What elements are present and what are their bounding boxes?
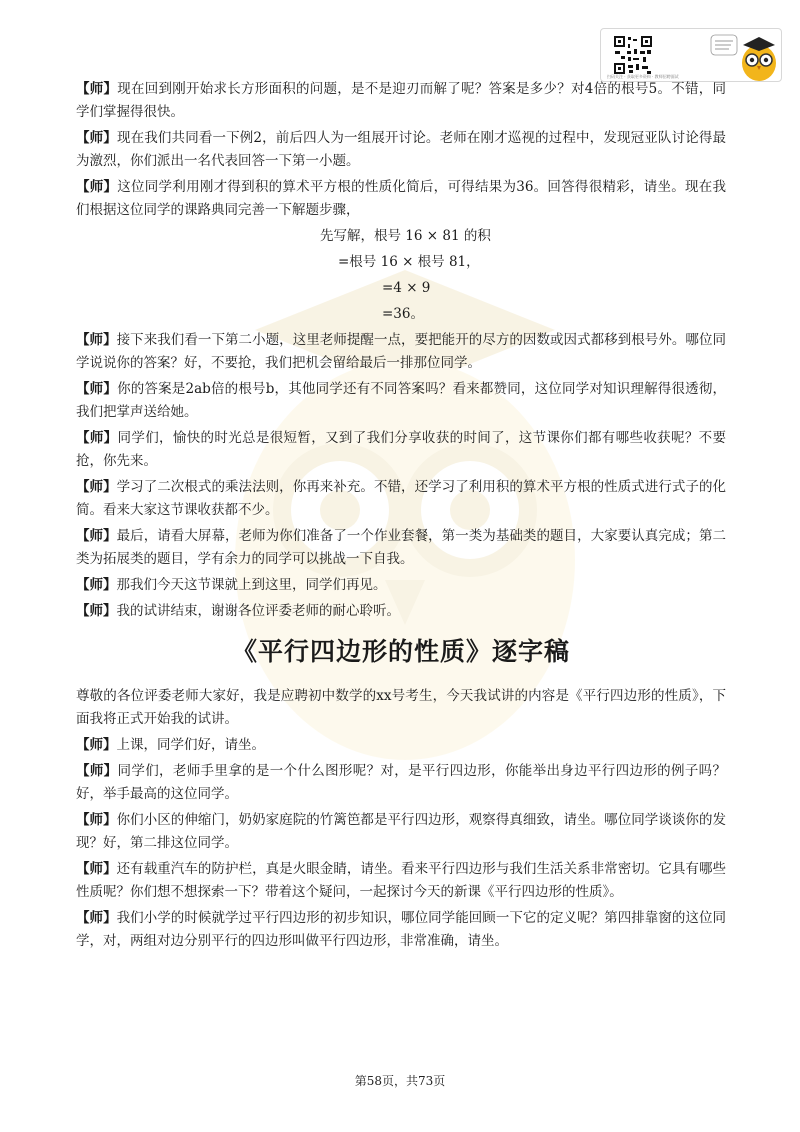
qr-caption: 扫码关注 · 获取更多资料 · 教师招聘面试 bbox=[607, 74, 679, 79]
header-logo bbox=[600, 28, 782, 82]
paragraph-text: 同学们，老师手里拿的是一个什么图形呢？对，是平行四边形，你能举出身边平行四边形的例子吗？好，举手最高的这位同学。 bbox=[76, 763, 727, 802]
paragraph-text: 现在回到刚开始求长方形面积的问题，是不是迎刃而解了呢？答案是多少？对4倍的根号5。不错，同学们掌握得很快。 bbox=[76, 81, 727, 120]
equation-line: =根号 16 × 根号 81， bbox=[338, 254, 480, 270]
section-title: 《平行四边形的性质》逐字稿 bbox=[231, 637, 570, 666]
speaker-tag: 【师】 bbox=[76, 381, 118, 397]
speaker-tag: 【师】 bbox=[76, 812, 117, 828]
speaker-tag: 【师】 bbox=[76, 603, 117, 619]
dialogue-paragraph bbox=[76, 734, 726, 757]
solution-steps bbox=[76, 225, 726, 326]
paragraph-text: 现在我们共同看一下例2，前后四人为一组展开讨论。老师在刚才巡视的过程中，发现冠亚队讨论得最为激烈，你们派出一名代表回答一下第一小题。 bbox=[76, 130, 727, 169]
dialogue-paragraph bbox=[76, 907, 726, 953]
speaker-tag: 【师】 bbox=[76, 577, 117, 593]
speaker-tag: 【师】 bbox=[76, 179, 118, 195]
mascot-owl-icon bbox=[709, 31, 779, 81]
equation-line: 先写解，根号 16 × 81 的积 bbox=[320, 228, 491, 244]
speaker-tag: 【师】 bbox=[76, 81, 118, 97]
paragraph-text: 你们小区的伸缩门，奶奶家庭院的竹篱笆都是平行四边形，观察得真细致，请坐。哪位同学谈谈你的发现？好，第二排这位同学。 bbox=[76, 812, 727, 851]
paragraph-text: 最后，请看大屏幕，老师为你们准备了一个作业套餐，第一类为基础类的题目，大家要认真完成；第二类为拓展类的题目，学有余力的同学可以挑战一下自我。 bbox=[76, 528, 727, 567]
qr-code-icon bbox=[613, 35, 653, 75]
paragraph-text: 上课，同学们好，请坐。 bbox=[116, 737, 265, 753]
speaker-tag: 【师】 bbox=[76, 130, 117, 146]
dialogue-block-mid bbox=[76, 329, 726, 623]
dialogue-paragraph bbox=[76, 600, 726, 623]
document-body bbox=[76, 78, 726, 956]
paragraph-text: 同学们，愉快的时光总是很短暂，又到了我们分享收获的时间了，这节课你们都有哪些收获呢？不要抢，你先来。 bbox=[76, 430, 727, 469]
speaker-tag: 【师】 bbox=[76, 332, 117, 348]
dialogue-paragraph bbox=[76, 78, 726, 124]
dialogue-paragraph bbox=[76, 329, 726, 375]
paragraph-text: 你的答案是2ab倍的根号b，其他同学还有不同答案吗？看来都赞同，这位同学对知识理解得很透彻，我们把掌声送给她。 bbox=[76, 381, 727, 420]
dialogue-paragraph bbox=[76, 760, 726, 806]
speaker-tag: 【师】 bbox=[76, 479, 117, 495]
dialogue-paragraph bbox=[76, 574, 726, 597]
intro-paragraph: 尊敬的各位评委老师大家好，我是应聘初中数学的xx号考生，今天我试讲的内容是《平行四边形的性质》，下面我将正式开始我的试讲。 bbox=[76, 688, 726, 727]
speaker-tag: 【师】 bbox=[76, 763, 118, 779]
equation-line: =36。 bbox=[382, 306, 424, 322]
speaker-tag: 【师】 bbox=[76, 861, 117, 877]
speaker-tag: 【师】 bbox=[76, 910, 117, 926]
speaker-tag: 【师】 bbox=[76, 528, 117, 544]
dialogue-paragraph bbox=[76, 378, 726, 424]
speaker-tag: 【师】 bbox=[76, 430, 118, 446]
dialogue-paragraph bbox=[76, 127, 726, 173]
dialogue-paragraph bbox=[76, 476, 726, 522]
page-number: 第58页，共73页 bbox=[354, 1074, 446, 1088]
dialogue-paragraph bbox=[76, 858, 726, 904]
dialogue-paragraph bbox=[76, 809, 726, 855]
dialogue-paragraph bbox=[76, 525, 726, 571]
paragraph-text: 我的试讲结束，谢谢各位评委老师的耐心聆听。 bbox=[116, 603, 400, 619]
paragraph-text: 这位同学利用刚才得到积的算术平方根的性质化简后，可得结果为36。回答得很精彩，请坐。现在我们根据这位同学的课路典同完善一下解题步骤， bbox=[76, 179, 727, 218]
dialogue-paragraph bbox=[76, 427, 726, 473]
paragraph-text: 那我们今天这节课就上到这里，同学们再见。 bbox=[116, 577, 387, 593]
dialogue-block-bottom bbox=[76, 734, 726, 953]
dialogue-paragraph bbox=[76, 176, 726, 222]
dialogue-block-top bbox=[76, 78, 726, 222]
paragraph-text: 接下来我们看一下第二小题，这里老师提醒一点，要把能开的尽方的因数或因式都移到根号外。哪位同学说说你的答案？好，不要抢，我们把机会留给最后一排那位同学。 bbox=[76, 332, 727, 371]
paragraph-text: 学习了二次根式的乘法法则，你再来补充。不错，还学习了利用积的算术平方根的性质式进行式子的化简。看来大家这节课收获都不少。 bbox=[76, 479, 727, 518]
paragraph-text: 还有载重汽车的防护栏，真是火眼金睛，请坐。看来平行四边形与我们生活关系非常密切。它具有哪些性质呢？你们想不想探索一下？带着这个疑问，一起探讨今天的新课《平行四边形的性质》。 bbox=[76, 861, 727, 900]
paragraph-text: 我们小学的时候就学过平行四边形的初步知识，哪位同学能回顾一下它的定义呢？第四排靠窗的这位同学，对，两组对边分别平行的四边形叫做平行四边形，非常准确，请坐。 bbox=[76, 910, 727, 949]
equation-line: =4 × 9 bbox=[382, 280, 431, 296]
speaker-tag: 【师】 bbox=[76, 737, 117, 753]
